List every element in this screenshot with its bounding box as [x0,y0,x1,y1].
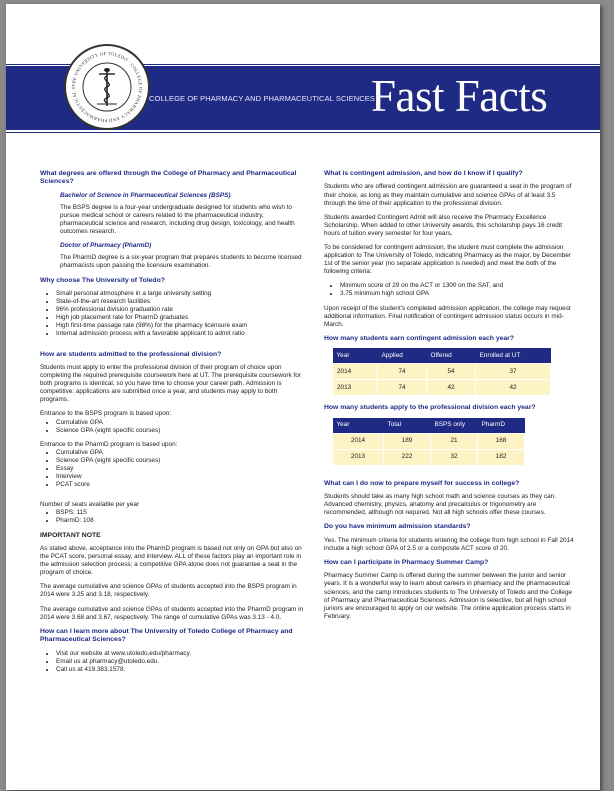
table-cell: 168 [478,433,525,449]
list-item: • State-of-the-art research facilities [56,298,304,306]
list-item: • Interview [56,473,304,481]
question-degrees: What degrees are offered through the College of Pharmacy and Pharmaceutical Sciences? [40,170,297,186]
avg-pharmd-gpa: The average cumulative and science GPAs of students accepted into the PharmD program in 2014 were 3.68 and 3.67, respectively. The range of cumulative GPAs was 3.13 - 4.0. [40,605,304,621]
list-item: • 96% professional division graduation rate [56,306,304,314]
contingent-text-1: Students who are offered contingent admission are guaranteed a seat in the program of their choice, as long as they maintain cumulative and science GPAs of at least 3.5 through the time of their application to the professional division. [324,183,572,207]
table-cell: 2013 [333,380,378,396]
contingent-admission-table [332,348,551,396]
important-note-title: IMPORTANT NOTE [40,531,101,539]
left-column [40,170,304,680]
criteria-list [324,282,577,298]
table-cell: 21 [431,433,478,449]
table-cell: 42 [476,380,551,396]
list-item: • 3.75 minimum high school GPA [340,290,577,298]
banner-bottom-rule [6,132,600,133]
pharmd-title: Doctor of Pharmacy (PharmD) [60,242,152,250]
table-cell: 32 [431,449,478,465]
question-prepare: What can I do now to prepare myself for success in college? [324,479,520,487]
contingent-text-4: Upon receipt of the student's completed admission application, the college may request additional information. Final notification of contingent admission status occurs in mid-March. [324,304,571,328]
why-list [40,290,304,339]
table-cell: 42 [427,380,476,396]
table-header: Enrolled at UT [476,348,551,364]
table-header: Year [333,348,378,364]
bsps-entry-label: Entrance to the BSPS program is based upon: [40,410,172,418]
minimum-standards-text: Yes. The minimum criteria for students entering the college from high school in Fall 2014 include a high school GPA of 2.5 or a composite ACT score of 20. [324,536,574,552]
table-header: Year [333,418,384,434]
website-link[interactable]: • Visit our website at www.utoledo.edu/pharmacy. [56,650,304,658]
prepare-text: Students should take as many high school math and science courses as they can. Advanced chemistry, physics, anatomy and precalculus or trigonometry are recommended, although not required. Not all high schools offer these courses. [324,493,556,517]
table-row [333,449,525,465]
list-item: • Internal admission process with a favorable applicant to admit ratio [56,330,304,338]
pharmd-entry-label: Entrance to the PharmD program is based upon: [40,440,178,448]
list-item: • PharmD: 108 [56,517,304,525]
bsps-description: The BSPS degree is a four-year undergraduate designed for students who wish to pursue medical school or careers related to the pharmaceutical industry, pharmaceutical science and research, including drug design, toxicology, and health outcomes research. [60,203,295,236]
contingent-text-3: To be considered for contingent admission, the student must complete the admission application to The University of Toledo, indicating Pharmacy as the major, by December 1st of the senior year (no separate application is needed) and meet the both of the following criteria: [324,243,571,276]
table-header: PharmD [478,418,525,434]
question-learn-more: How can I learn more about The University of Toledo College of Pharmacy and Pharmaceutical Sciences? [40,627,293,644]
table1-title: How many students earn contingent admission each year? [324,334,514,342]
table2-title: How many students apply to the professional division each year? [324,404,536,412]
pharmd-description: The PharmD degree is a six-year program that prepares students to become licensed pharmacists upon passing the licensure examination. [60,254,302,270]
table-cell: 2013 [333,449,384,465]
page-title: Fast Facts [371,71,548,121]
question-why-toledo: Why choose The University of Toledo? [40,276,165,284]
seal-text: THE UNIVERSITY OF TOLEDO · COLLEGE OF PHARMACY AND PHARMACEUTICAL S [70,50,144,124]
table-cell: 74 [378,380,427,396]
seats-label: Number of seats available per year [40,501,140,509]
list-item: • BSPS: 115 [56,509,304,517]
list-item: • Science GPA (eight specific courses) [56,427,304,435]
seal-emblem-icon [66,46,148,128]
bsps-entry-list [40,419,304,435]
table-cell: 54 [427,364,476,380]
pharmd-entry-list [40,449,304,489]
table-cell: 222 [384,449,431,465]
university-seal-logo [64,44,150,130]
table-cell: 2014 [333,433,384,449]
seats-list [40,509,304,525]
table-row [333,433,525,449]
list-item: • High job placement rate for PharmD graduates [56,314,304,322]
table-cell: 189 [384,433,431,449]
bsps-title: Bachelor of Science in Pharmaceutical Sciences (BSPS) [60,191,231,199]
table-cell: 182 [478,449,525,465]
contact-list [40,650,304,674]
question-admission: How are students admitted to the professional division? [40,350,222,358]
document-page [6,4,600,790]
college-name: COLLEGE OF PHARMACY AND PHARMACEUTICAL SCIENCES [149,94,375,103]
important-note-text: As stated above, acceptance into the PharmD program is based not only on GPA but also on the PCAT score, personal essay, and interview. ALL of these factors play an important role in the admission selection process; a competitive GPA alone does not guarantee a seat in the program of choice. [40,544,302,577]
contingent-text-2: Students awarded Contingent Admit will also receive the Pharmacy Excellence Scholarship. When added to other University awards, this scholarship pays 16 credit hours of tuition every semester for four years. [324,213,562,237]
table-cell: 2014 [333,364,378,380]
table-header: Offered [427,348,476,364]
list-item: • Minimum score of 29 on the ACT or 1300 on the SAT, and [340,282,577,290]
table-cell: 37 [476,364,551,380]
list-item: • Cumulative GPA [56,419,304,427]
admission-text: Students must apply to enter the professional division of their program of choice upon completing the required prerequisite coursework here at UT. The prerequisite coursework for both programs is identical, so you have time to choose your career path. Admission is competitive: applications are submitted once a year, and students may apply to both programs. [40,363,301,404]
question-contingent: What is contingent admission, and how do I know if I qualify? [324,170,523,177]
table-cell: 74 [378,364,427,380]
phone-text: • Call us at 419.383.1578. [56,666,304,674]
list-item: • Essay [56,465,304,473]
list-item: • High first-time passage rate (98%) for the pharmacy licensure exam [56,322,304,330]
question-minimum-standards: Do you have minimum admission standards? [324,523,471,531]
summer-camp-text: Pharmacy Summer Camp is offered during the summer between the junior and senior years. It is a wonderful way to learn about careers in pharmacy and the pharmaceutical sciences, and the camp introduces students to The University of Toledo and the College of Pharmacy and Pharmaceutical Sciences. Admission is selective, but all high school juniors are encouraged to apply on our website. The online application process starts in February. [324,572,573,620]
svg-text:THE UNIVERSITY OF TOLEDO · COL [66,46,143,123]
table-header: BSPS only [431,418,478,434]
question-summer-camp: How can I participate in Pharmacy Summer Camp? [324,558,489,566]
email-link[interactable]: • Email us at pharmacy@utoledo.edu. [56,658,304,666]
professional-division-table [332,418,525,466]
list-item: • Science GPA (eight specific courses) [56,457,304,465]
table-header: Total [384,418,431,434]
avg-bsps-gpa: The average cumulative and science GPAs of students accepted into the BSPS program in 2014 were 3.25 and 3.18, respectively. [40,583,297,599]
list-item: • PCAT score [56,481,304,489]
list-item: • Small personal atmosphere in a large university setting [56,290,304,298]
right-column [324,170,577,627]
table-row [333,364,551,380]
table-row [333,380,551,396]
table-header: Applied [378,348,427,364]
list-item: • Cumulative GPA [56,449,304,457]
